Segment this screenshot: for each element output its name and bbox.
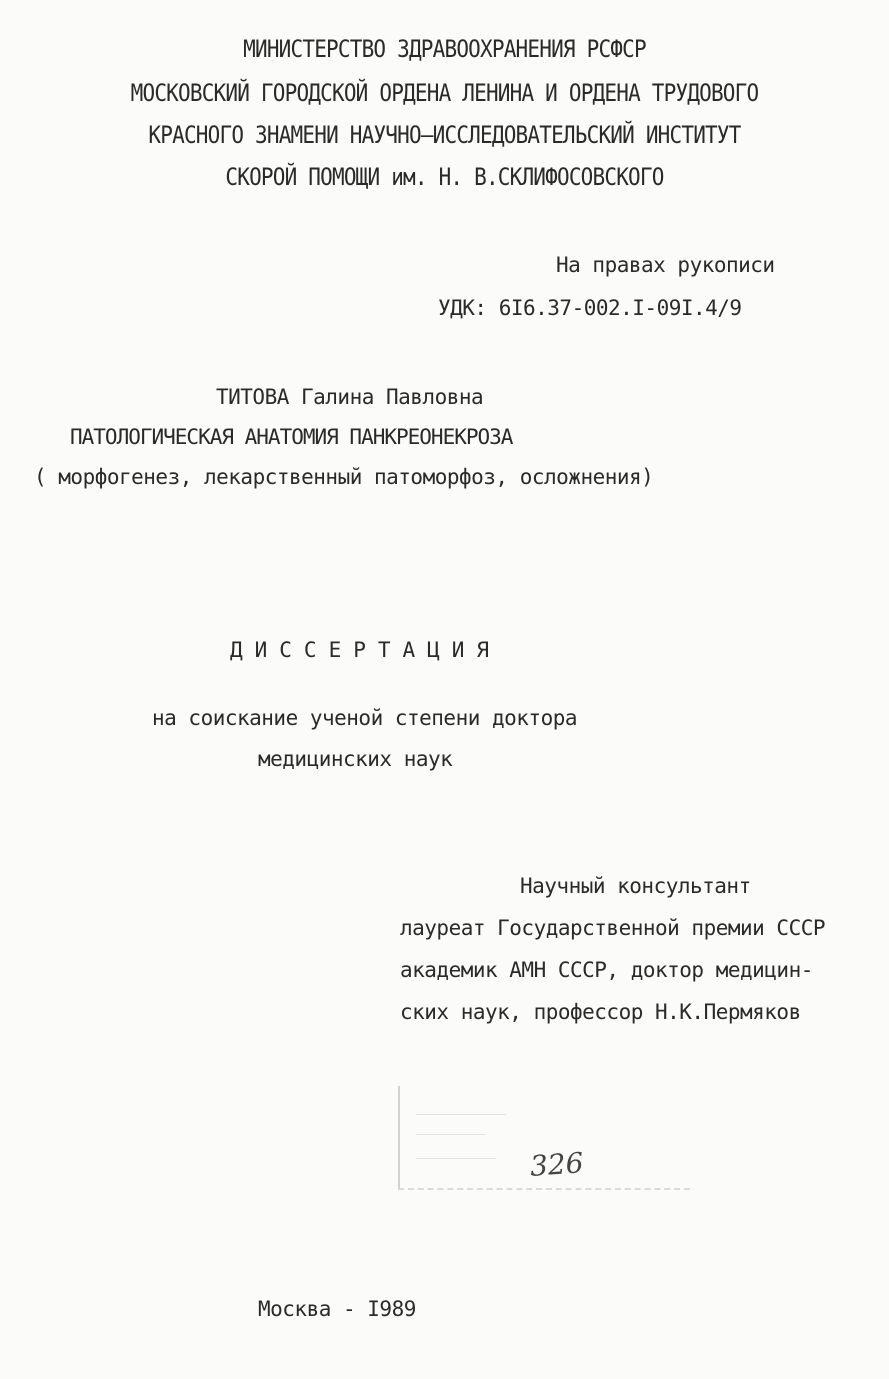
stamp-faded-line [416, 1114, 506, 1115]
stamp-faded-line [416, 1134, 486, 1135]
document-type-label: ДИССЕРТАЦИЯ [230, 638, 502, 662]
ministry-name: МИНИСТЕРСТВО ЗДРАВООХРАНЕНИЯ РСФСР [243, 35, 646, 63]
consultant-line-2: академик АМН СССР, доктор медицин- [400, 958, 813, 982]
manuscript-rights: На правах рукописи [556, 253, 775, 277]
author-name: ТИТОВА Галина Павловна [216, 385, 484, 409]
consultant-line-1: лауреат Государственной премии СССР [400, 916, 826, 940]
degree-line-2: медицинских наук [258, 747, 453, 771]
city-year: Москва - I989 [258, 1297, 416, 1321]
udk-code: УДК: 6I6.37-002.I-09I.4/9 [438, 296, 742, 320]
dissertation-subtitle: ( морфогенез, лекарственный патоморфоз, осложнения) [34, 465, 654, 489]
institute-name-line-2: КРАСНОГО ЗНАМЕНИ НАУЧНО–ИССЛЕДОВАТЕЛЬСКИЙ ИНСТИТУТ [148, 121, 741, 149]
handwritten-number: 326 [528, 1146, 585, 1183]
institute-name-line-1: МОСКОВСКИЙ ГОРОДСКОЙ ОРДЕНА ЛЕНИНА И ОРДЕНА ТРУДОВОГО [130, 79, 759, 107]
dissertation-title: ПАТОЛОГИЧЕСКАЯ АНАТОМИЯ ПАНКРЕОНЕКРОЗА [70, 425, 513, 449]
stamp-faded-line [416, 1158, 496, 1159]
consultant-line-3: ских наук, профессор Н.К.Пермяков [400, 1000, 801, 1024]
consultant-heading: Научный консультант [520, 874, 751, 898]
degree-line-1: на соискание ученой степени доктора [152, 706, 578, 730]
institute-name-line-3: СКОРОЙ ПОМОЩИ им. Н. В.СКЛИФОСОВСКОГО [225, 163, 664, 191]
